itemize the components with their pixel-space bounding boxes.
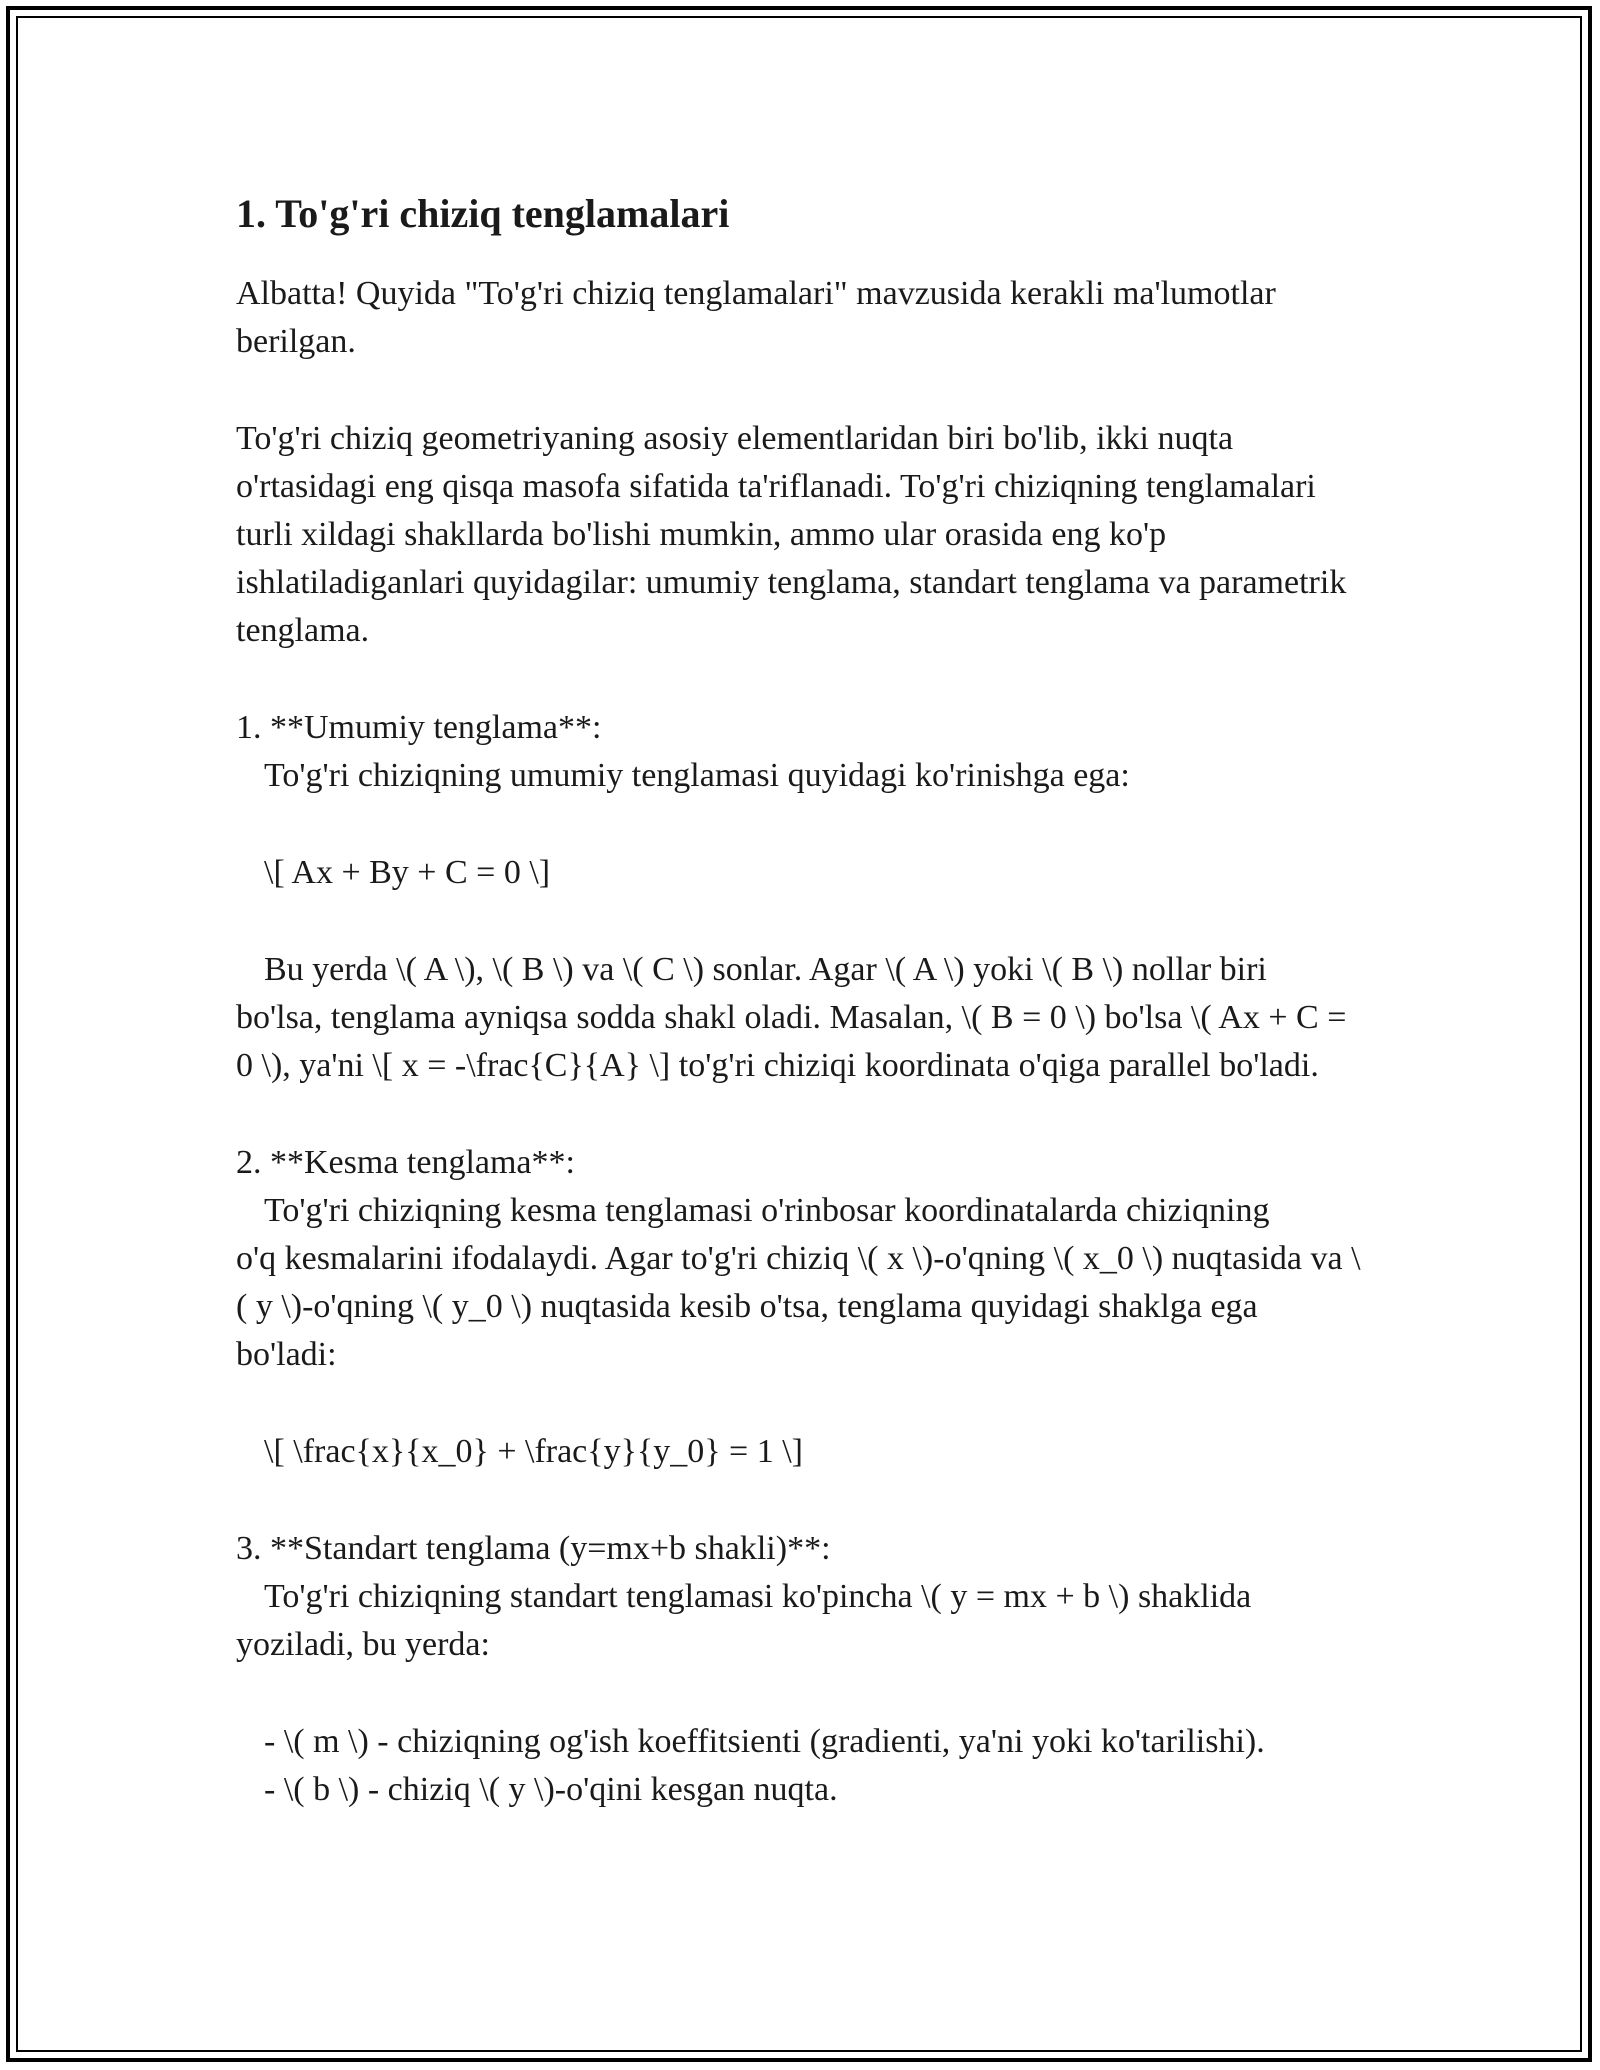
section2-formula: \[ \frac{x}{x_0} + \frac{y}{y_0} = 1 \]: [264, 1433, 803, 1470]
spacer: [236, 1090, 1366, 1139]
overview-paragraph: To'g'ri chiziq geometriyaning asosiy elementlaridan biri bo'lib, ikki nuqta o'rtasidagi eng qisqa masofa sifatida ta'riflanadi. To'g'ri chiziqning tenglamalari turli xildagi shakllarda bo'lishi mumkin, ammo ular orasida eng ko'p ishlatiladiganlari quyidagilar: umumiy tenglama, standart tenglama va parametrik tenglama.: [236, 420, 1355, 649]
spacer: [236, 1669, 1366, 1718]
spacer: [236, 1476, 1366, 1525]
section3-text: yoziladi, bu yerda:: [236, 1626, 490, 1663]
section1-formula: \[ Ax + By + C = 0 \]: [264, 854, 551, 891]
section1-heading: 1. **Umumiy tenglama**:: [236, 709, 602, 746]
spacer: [236, 897, 1366, 946]
document-body: [236, 186, 1366, 1814]
bullet-m: - \( m \) - chiziqning og'ish koeffitsienti (gradienti, ya'ni yoki ko'tarilishi).: [264, 1723, 1265, 1760]
section1-explanation-first-line: Bu yerda \( A \), \( B \) va \( C \) sonlar. Agar \( A \) yoki \( B \) nollar biri: [264, 951, 1267, 988]
spacer: [236, 1379, 1366, 1428]
bullet-b: - \( b \) - chiziq \( y \)-o'qini kesgan nuqta.: [264, 1771, 838, 1808]
intro-paragraph: Albatta! Quyida "To'g'ri chiziq tenglamalari" mavzusida kerakli ma'lumotlar berilgan.: [236, 275, 1285, 360]
spacer: [236, 800, 1366, 849]
section1-explanation: bo'lsa, tenglama ayniqsa sodda shakl oladi. Masalan, \( B = 0 \) bo'lsa \( Ax + C = 0 \), ya'ni \[ x = -\frac{C}{A} \] to'g'ri chiziqi koordinata o'qiga parallel bo'ladi.: [236, 999, 1355, 1084]
section2-text-first-line: To'g'ri chiziqning kesma tenglamasi o'rinbosar koordinatalarda chiziqning: [264, 1192, 1270, 1229]
section3-text-first-line: To'g'ri chiziqning standart tenglamasi ko'pincha \( y = mx + b \) shaklida: [264, 1578, 1252, 1615]
spacer: [236, 366, 1366, 415]
section1-text: To'g'ri chiziqning umumiy tenglamasi quyidagi ko'rinishga ega:: [264, 757, 1130, 794]
spacer: [236, 655, 1366, 704]
section2-heading: 2. **Kesma tenglama**:: [236, 1144, 575, 1181]
section2-text: o'q kesmalarini ifodalaydi. Agar to'g'ri chiziq \( x \)-o'qning \( x_0 \) nuqtasida va \( y \)-o'qning \( y_0 \) nuqtasida kesib o'tsa, tenglama quyidagi shaklga ega bo'ladi:: [236, 1240, 1361, 1373]
section3-heading: 3. **Standart tenglama (y=mx+b shakli)**:: [236, 1530, 831, 1567]
document-title: 1. To'g'ri chiziq tenglamalari: [236, 191, 730, 236]
